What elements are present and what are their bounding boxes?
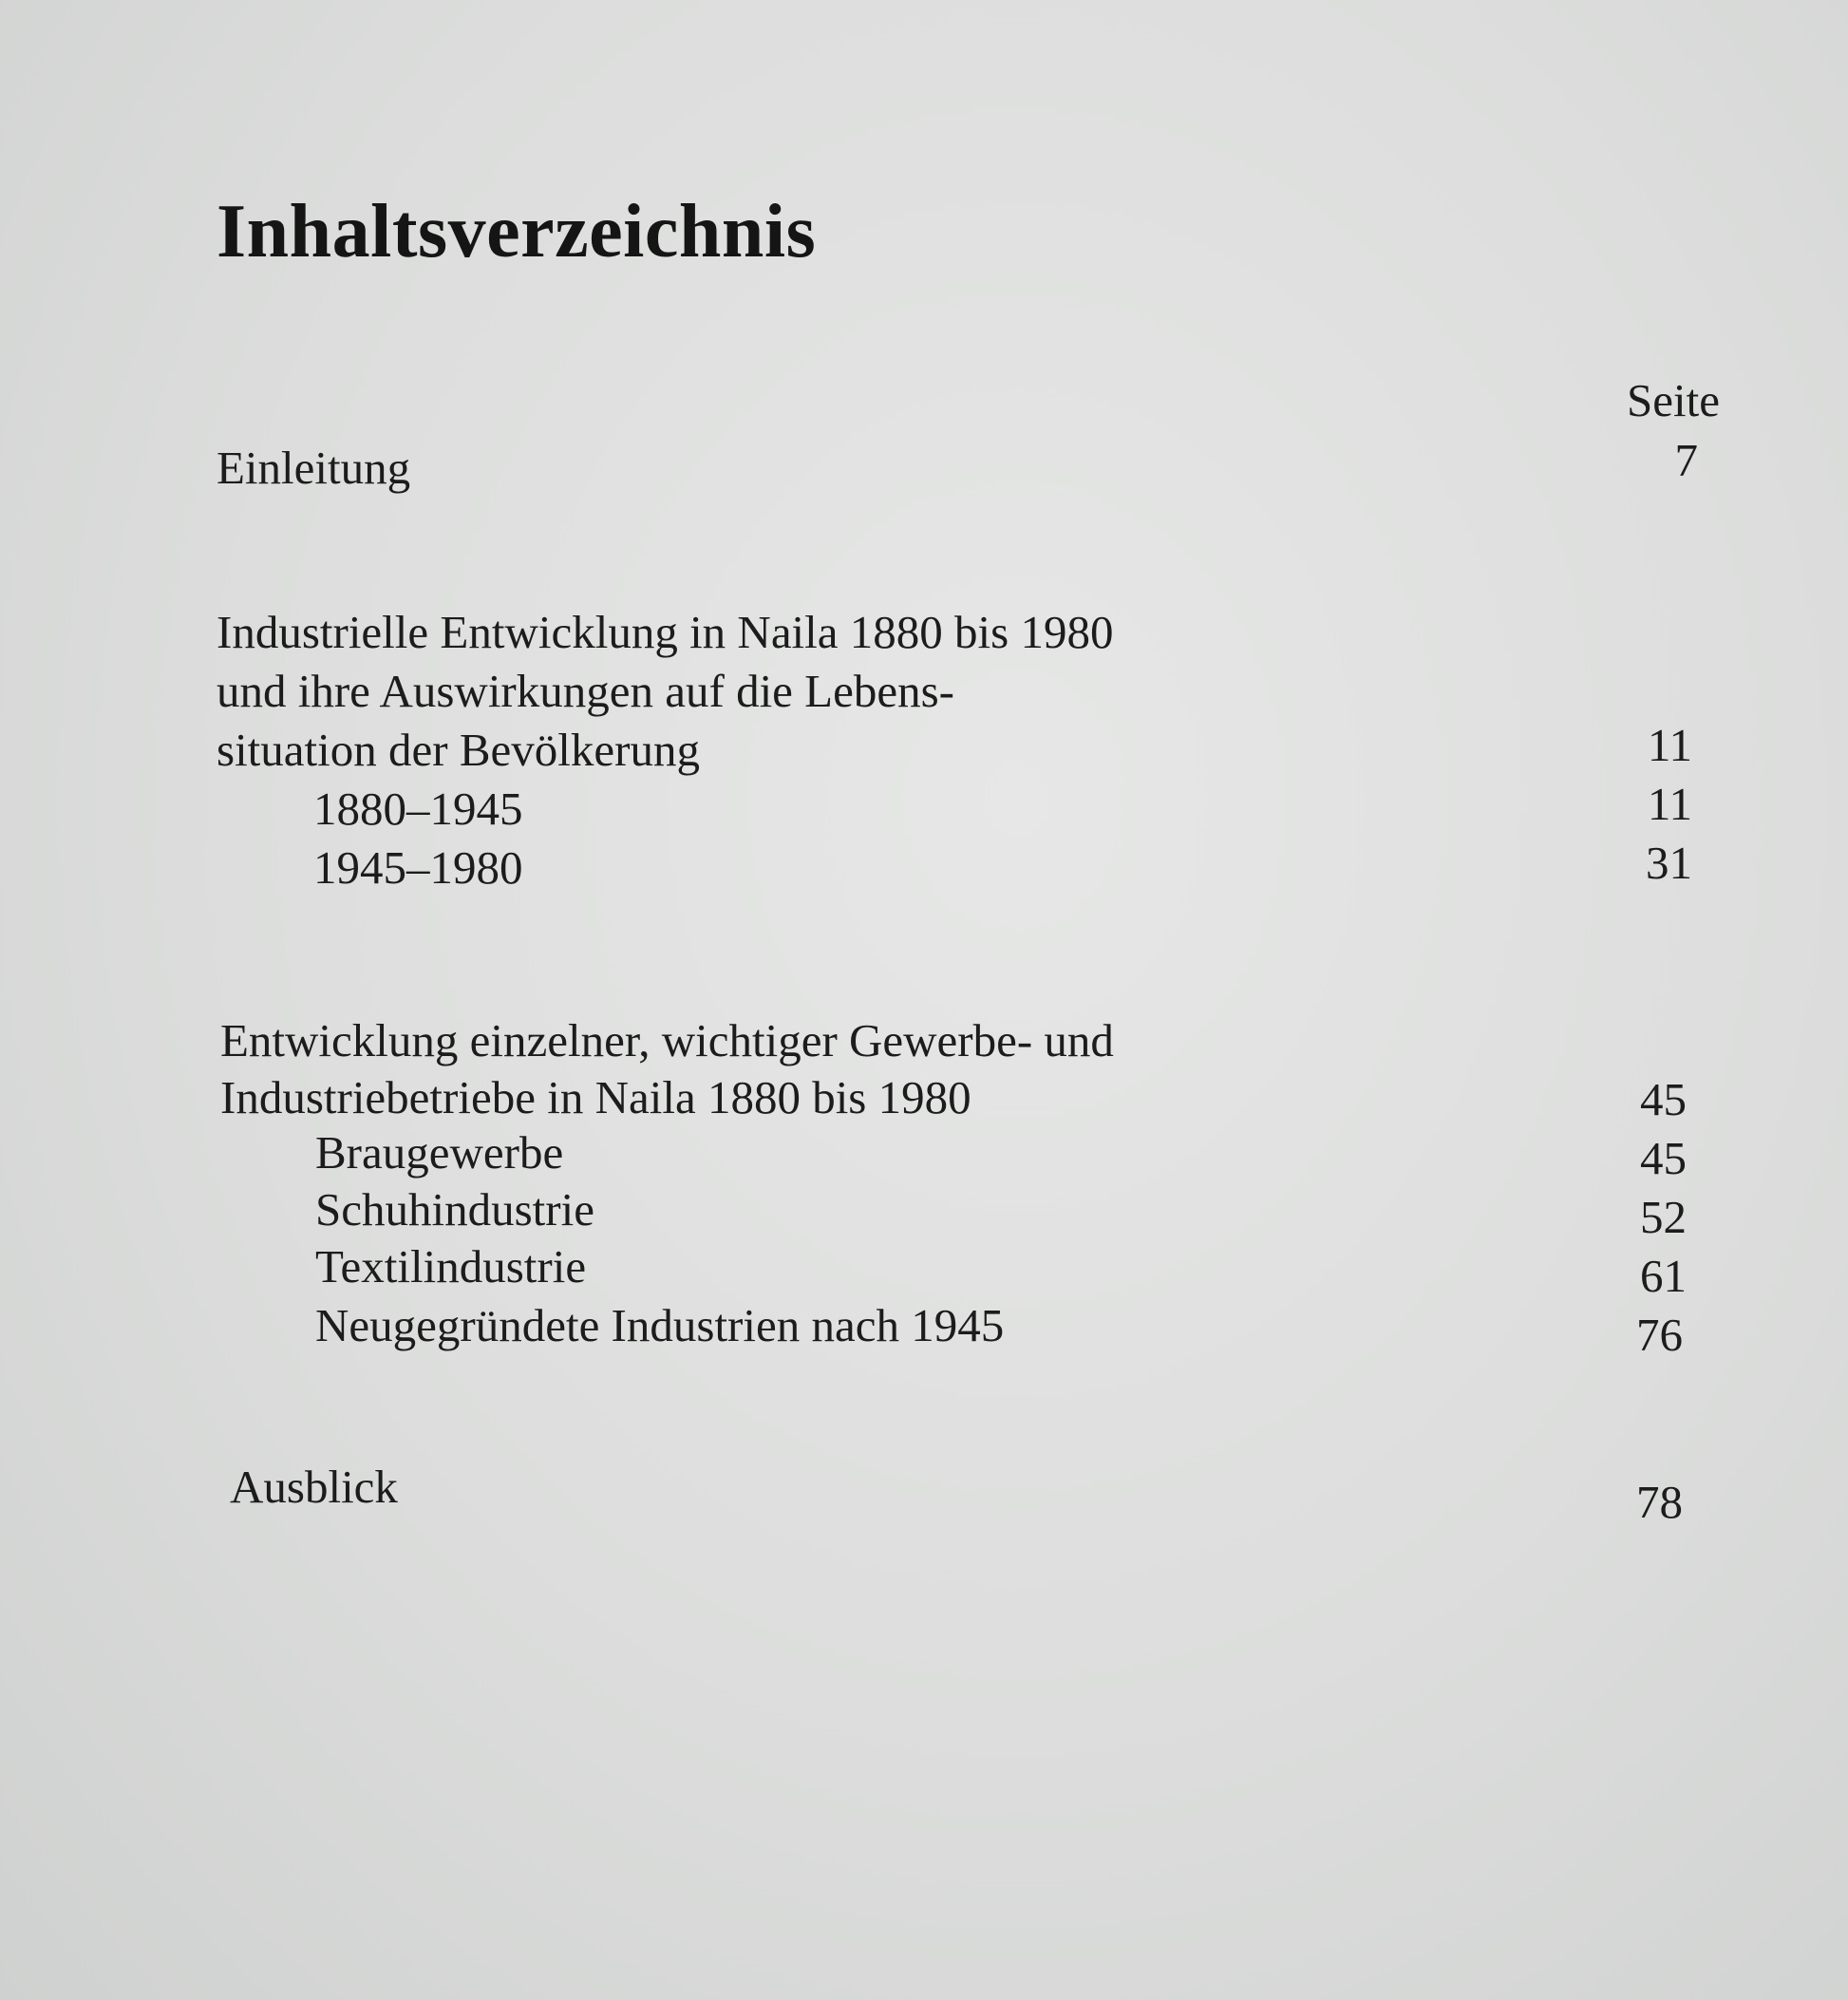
page-column-header: Seite	[1627, 374, 1720, 426]
toc-subentry-schuhindustrie: Schuhindustrie	[315, 1183, 594, 1236]
toc-page-textilindustrie: 61	[1640, 1250, 1687, 1302]
toc-subentry-1880-1945: 1880–1945	[313, 783, 523, 835]
toc-page-neugegruendete: 76	[1636, 1309, 1683, 1361]
toc-page-section1: 11	[1647, 719, 1692, 771]
toc-page-1880-1945: 11	[1647, 778, 1692, 830]
page-title: Inhaltsverzeichnis	[217, 190, 817, 274]
toc-subentry-1945-1980: 1945–1980	[313, 841, 523, 894]
toc-page-section2: 45	[1640, 1073, 1687, 1125]
toc-page-ausblick: 78	[1636, 1476, 1683, 1528]
toc-entry-section2-line1: Entwicklung einzelner, wichtiger Gewerbe- und	[220, 1014, 1114, 1066]
toc-entry-section1-line2: und ihre Auswirkungen auf die Lebens-	[217, 665, 954, 717]
toc-subentry-braugewerbe: Braugewerbe	[315, 1126, 564, 1179]
toc-subentry-neugegruendete: Neugegründete Industrien nach 1945	[315, 1299, 1005, 1351]
toc-entry-section2-line2: Industriebetriebe in Naila 1880 bis 1980	[220, 1071, 971, 1123]
toc-entry-ausblick: Ausblick	[230, 1461, 398, 1513]
toc-entry-einleitung: Einleitung	[217, 442, 411, 494]
toc-page-einleitung: 7	[1674, 434, 1698, 486]
toc-page-1945-1980: 31	[1646, 837, 1692, 889]
toc-page-schuhindustrie: 52	[1640, 1191, 1687, 1243]
toc-page-braugewerbe: 45	[1640, 1132, 1687, 1184]
toc-subentry-textilindustrie: Textilindustrie	[315, 1240, 587, 1292]
toc-entry-section1-line1: Industrielle Entwicklung in Naila 1880 bis 1980	[217, 606, 1114, 658]
toc-entry-section1-line3: situation der Bevölkerung	[217, 724, 700, 776]
